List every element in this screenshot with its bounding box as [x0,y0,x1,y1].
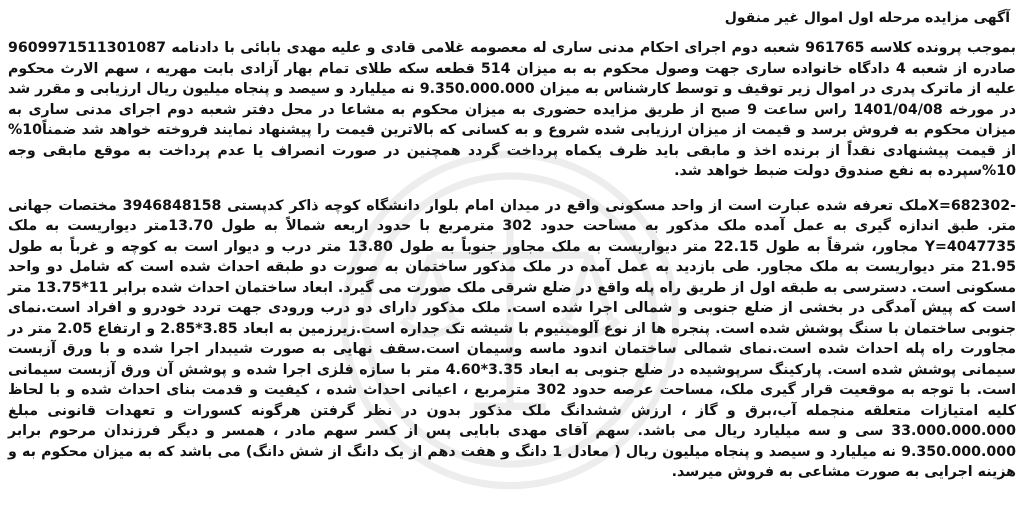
notice-title: آگهی مزایده مرحله اول اموال غیر منقول [724,10,1010,26]
notice-paragraph-2: -682302=Xملک تعرفه شده عبارت است از واحد مسکونی واقع در میدان امام بلوار دانشگاه کوچه ذاکر کدپستی 3946848158 مختصات جهانی متر. طبق اندازه گیری به عمل آمده ملک مذکور به مساحت حدود 302 مترمربع با حدود اربعه شمالاً به طول 13.70متر دیواریست به ملک Y=4047735 مجاور، شرقاً به طول 22.15 متر دیواریست به ملک مجاور جنوباً به طول 13.80 متر درب و دیوار است به کوچه و غرباً به طول 21.95 متر دیواریست به ملک مجاور. طی بازدید به عمل آمده در ملک مذکور ساختمان به صورت دو طبقه احداث شده است که شامل دو واحد مسکونی است. دسترسی به طبقه اول از طریق راه پله واقع در ضلع شرقی ملک صورت می گیرد. ابعاد ساختمان احداث شده برابر 11*13.75 متر است که پیش آمدگی در بخشی از ضلع جنوبی و شمالی اجرا شده است. ملک مذکور دارای دو درب ورودی جهت تردد خودرو و افراد است.نمای جنوبی ساختمان با سنگ پوشش شده است. پنجره ها از نوع آلومینیوم با شیشه تک جداره است.زیرزمین به ابعاد 3.85*2.85 و ارتفاع 2.05 متر در مجاورت راه پله احداث شده است.نمای شمالی ساختمان اندود ماسه وسیمان است.سقف نهایی به صورت شیبدار اجرا شده و با ورق آزبست سیمانی پوشش شده است. پارکینگ سرپوشیده در ضلع جنوبی به ابعاد 3.35*4.60 متر با سازه فلزی اجرا شده و پوشش آن ورق آزبست سیمانی است. با توجه به موقعیت قرار گیری ملک، مساحت عرصه حدود 302 مترمربع ، اعیانی احداث شده ، کیفیت و قدمت بنای احداث شده و با لحاظ کلیه امتیازات متعلقه منجمله آب،برق و گاز ، ارزش ششدانگ ملک مذکور بدون در نظر گرفتن هرگونه کسورات و تعهدات قانونی مبلغ 33.000.000.000 سی و سه میلیارد ریال می باشد. سهم آقای مهدی بابایی پس از کسر سهم مادر ، همسر و دیگر فرزندان مرحوم برابر 9.350.000.000 نه میلیارد و سیصد و پنجاه میلیون ریال ( معادل 1 دانگ و هفت دهم از یک دانگ از شش دانگ) می باشد که به میزان محکوم به و هزینه اجرایی به صورت مشاعی به فروش میرسد. [8,197,1016,480]
notice-paragraph-1: بموجب پرونده کلاسه 961765 شعبه دوم اجرای احکام مدنی ساری له معصومه غلامی قادی و علیه مهدی بابائی با دادنامه 9609971511301087 صادره از شعبه 4 دادگاه خانواده ساری جهت وصول محکوم به به میزان 514 قطعه سکه طلای تمام بهار آزادی بابت مهریه ، سهم الارث محکوم علیه از ماترک پدری در اموال زیر توقیف و توسط کارشناس به میزان 9.350.000.000 نه میلیارد و سیصد و پنجاه میلیون ریال ارزیابی و مقرر شد در مورخه 1401/04/08 راس ساعت 9 صبح از طریق مزایده حضوری به میزان محکوم به مشاعا در محل دفتر شعبه دوم اجرای مدنی ساری به میزان محکوم به فروش برسد و قیمت از میزان ارزیابی شده شروع و به کسانی که بالاترین قیمت را پیشنهاد نمایند فروخته خواهد شد ضمناً10% از قیمت پیشنهادی نقداً از برنده اخذ و مابقی باید ظرف یکماه پرداخت گردد همچنین در صورت انصراف یا عدم پرداخت به موقع مابقی وجه 10%سپرده به نفع صندوق دولت ضبط خواهد شد. [8,40,1017,179]
